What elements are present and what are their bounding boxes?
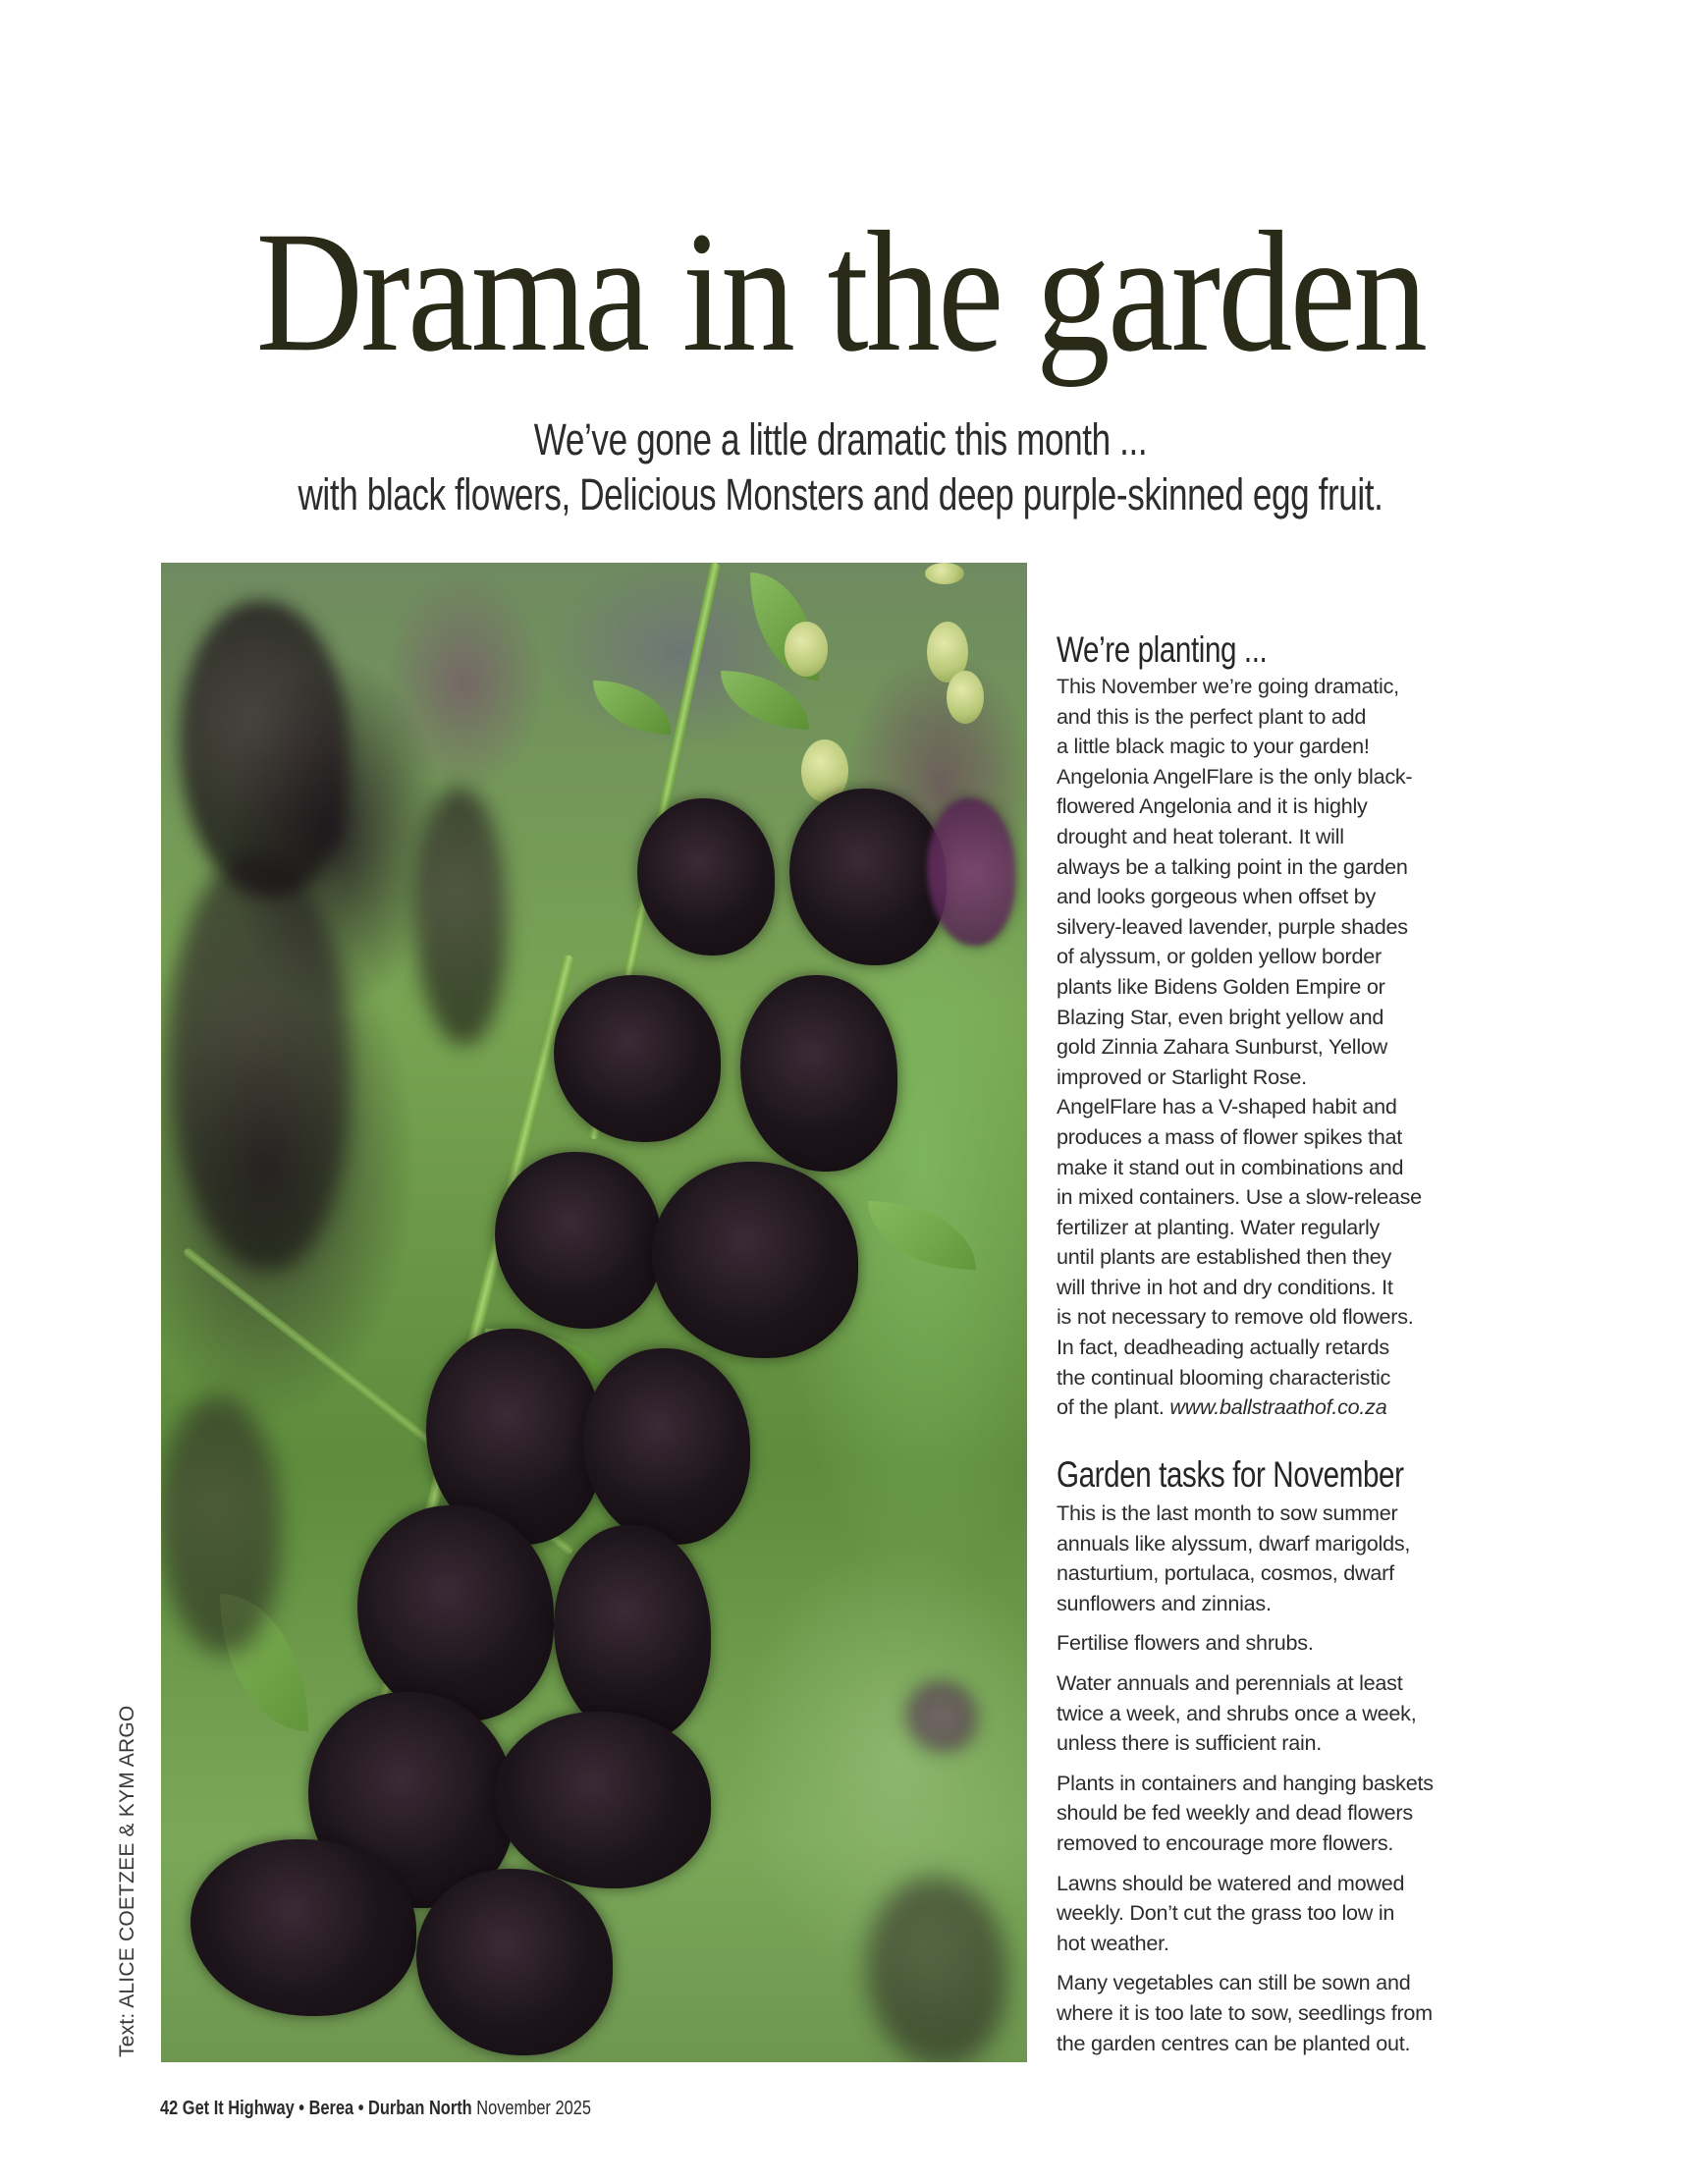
body-line: Angelonia AngelFlare is the only black- [1057,763,1413,789]
article-subtitle-line-1: We’ve gone a little dramatic this month ... [533,414,1148,464]
photo-flower-blurred [416,789,505,1044]
body-line: gold Zinnia Zahara Sunburst, Yellow [1057,1034,1387,1060]
body-line: the continual blooming characteristic [1057,1364,1391,1390]
body-line: hot weather. [1057,1930,1169,1955]
body-line: Water annuals and perennials at least [1057,1669,1403,1695]
publication-name: Get It Highway • Berea • Durban North [182,2098,472,2119]
body-line: and this is the perfect plant to add [1057,703,1367,729]
body-line: silvery-leaved lavender, purple shades [1057,913,1408,939]
body-line: will thrive in hot and dry conditions. It [1057,1274,1393,1299]
photo-flower [190,1839,416,2016]
task-paragraph [1057,1968,1518,2058]
task-paragraph [1057,1499,1518,1618]
body-line-last [1057,1392,1518,1423]
body-line: Fertilise flowers and shrubs. [1057,1630,1314,1656]
photo-leaf [721,671,809,730]
body-line: improved or Starlight Rose. [1057,1064,1307,1089]
task-paragraph [1057,1769,1518,1859]
body-line: of alyssum, or golden yellow border [1057,944,1382,969]
body-line: fertilizer at planting. Water regularly [1057,1214,1381,1239]
photo-flower-purple [927,798,1015,946]
photo-leaf [868,1201,976,1270]
photo-flower [789,789,947,965]
body-line: always be a talking point in the garden [1057,853,1408,879]
photo-bud [947,671,984,724]
body-line: is not necessary to remove old flowers. [1057,1304,1414,1330]
article-subtitle-line-2: with black flowers, Delicious Monsters and deep purple-skinned egg fruit. [298,469,1383,519]
photo-flower [637,798,775,956]
body-line: flowered Angelonia and it is highly [1057,793,1368,819]
photo-flower [583,1348,750,1545]
photo-flower [554,1525,711,1741]
section-heading: We’re planting ... [1057,629,1268,670]
photo-flower [416,1869,613,2055]
body-line: This is the last month to sow summer [1057,1501,1398,1525]
photo-bud [925,563,964,584]
section-planting [1057,628,1518,1423]
body-line: sunflowers and zinnias. [1057,1590,1272,1615]
photo-flower [554,975,721,1142]
body-line: weekly. Don’t cut the grass too low in [1057,1900,1395,1926]
body-line: should be fed weekly and dead flowers [1057,1800,1413,1826]
page-number: 42 [160,2098,179,2119]
photo-flower [740,975,897,1172]
body-line: In fact, deadheading actually retards [1057,1335,1389,1360]
body-line: drought and heat tolerant. It will [1057,823,1344,848]
photo-credit: Text: ALICE COETZEE & KYM ARGO [116,1705,138,2057]
body-line: AngelFlare has a V-shaped habit and [1057,1094,1397,1119]
body-line: Blazing Star, even bright yellow and [1057,1004,1384,1029]
page-footer [160,2098,591,2120]
photo-flower-blurred [171,857,348,1270]
body-line: and looks gorgeous when offset by [1057,884,1377,909]
photo-flower-blurred [161,1397,279,1653]
photo-flower [495,1152,662,1329]
body-line: a little black magic to your garden! [1057,734,1370,759]
photo-bud [785,622,828,677]
photo-flower-blurred [868,1879,1005,2062]
body-line: make it stand out in combinations and [1057,1154,1404,1179]
photo-flower-blurred [181,602,348,897]
task-paragraph [1057,1668,1518,1759]
body-line: Plants in containers and hanging baskets [1057,1770,1434,1795]
section-garden-tasks [1057,1453,1518,2058]
body-line: removed to encourage more flowers. [1057,1829,1394,1855]
body-line: plants like Bidens Golden Empire or [1057,973,1385,999]
photo-flower [652,1162,858,1358]
body-line: in mixed containers. Use a slow-release [1057,1184,1422,1210]
photo-leaf [593,681,672,735]
body-line: This November we’re going dramatic, [1057,674,1399,698]
section-heading: Garden tasks for November [1057,1454,1404,1495]
task-paragraph [1057,1869,1518,1959]
photo-flower [495,1712,711,1888]
body-line: unless there is sufficient rain. [1057,1730,1323,1756]
body-line: nasturtium, portulaca, cosmos, dwarf [1057,1560,1394,1586]
body-line: produces a mass of flower spikes that [1057,1123,1403,1149]
body-line: Many vegetables can still be sown and [1057,1970,1411,1995]
body-line: Lawns should be watered and mowed [1057,1870,1405,1895]
article-title: Drama in the garden [255,196,1426,388]
website-link[interactable]: www.ballstraathof.co.za [1169,1394,1387,1420]
photo-flower-purple [907,1682,976,1751]
issue-date: November 2025 [476,2098,591,2119]
body-line: annuals like alyssum, dwarf marigolds, [1057,1530,1411,1556]
task-paragraph [1057,1628,1518,1659]
body-line: the garden centres can be planted out. [1057,2030,1411,2055]
body-text: of the plant. [1057,1394,1170,1420]
body-line: where it is too late to sow, seedlings from [1057,1999,1433,2025]
section-body [1057,672,1518,1423]
body-line: until plants are established then they [1057,1244,1392,1270]
angelonia-photo [161,563,1027,2062]
body-line: twice a week, and shrubs once a week, [1057,1700,1417,1725]
